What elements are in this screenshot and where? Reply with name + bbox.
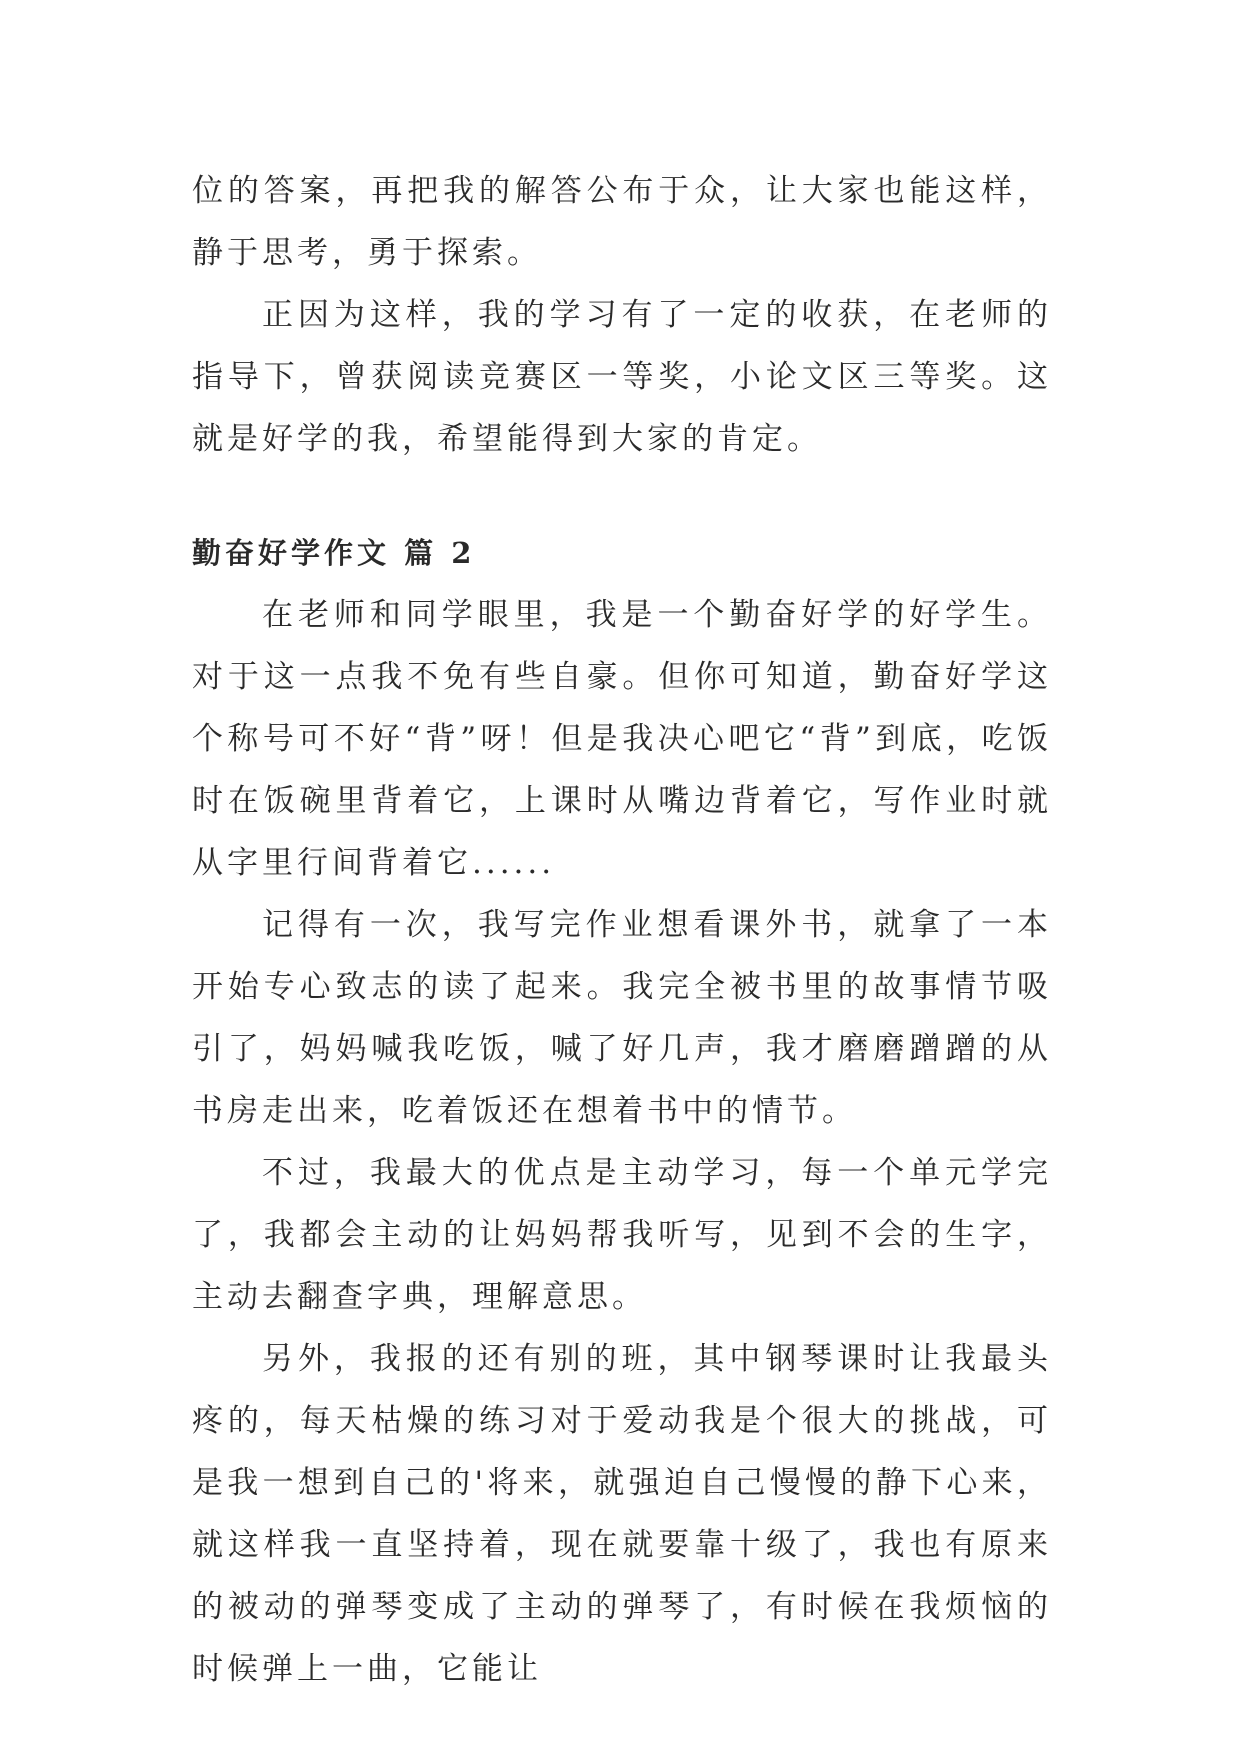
paragraph-intro: 在老师和同学眼里，我是一个勤奋好学的好学生。对于这一点我不免有些自豪。但你可知道，勤奋好学这个称号可不好“背”呀！但是我决心吧它“背”到底，吃饭时在饭碗里背着它，上课时从嘴边背着它，写作业时就从字里行间背着它...... xyxy=(192,597,1052,881)
paragraph-reading-story: 记得有一次，我写完作业想看课外书，就拿了一本开始专心致志的读了起来。我完全被书里的故事情节吸引了，妈妈喊我吃饭，喊了好几声，我才磨磨蹭蹭的从书房走出来，吃着饭还在想着书中的情节。 xyxy=(192,907,1052,1129)
paragraph-active-learning: 不过，我最大的优点是主动学习，每一个单元学完了，我都会主动的让妈妈帮我听写，见到不会的生字，主动去翻查字典，理解意思。 xyxy=(192,1155,1052,1315)
paragraph-achievements: 正因为这样，我的学习有了一定的收获，在老师的指导下，曾获阅读竞赛区一等奖，小论文区三等奖。这就是好学的我，希望能得到大家的肯定。 xyxy=(192,297,1052,457)
paragraph-continuation: 位的答案，再把我的解答公布于众，让大家也能这样，静于思考，勇于探索。 xyxy=(192,173,1052,271)
paragraph-piano: 另外，我报的还有别的班，其中钢琴课时让我最头疼的，每天枯燥的练习对于爱动我是个很大的挑战，可是我一想到自己的'将来，就强迫自己慢慢的静下心来，就这样我一直坚持着，现在就要靠十级了，我也有原来的被动的弹琴变成了主动的弹琴了，有时候在我烦恼的时候弹上一曲，它能让 xyxy=(192,1341,1052,1687)
section-heading: 勤奋好学作文 篇 2 xyxy=(192,536,476,570)
text-body xyxy=(192,160,1052,1700)
